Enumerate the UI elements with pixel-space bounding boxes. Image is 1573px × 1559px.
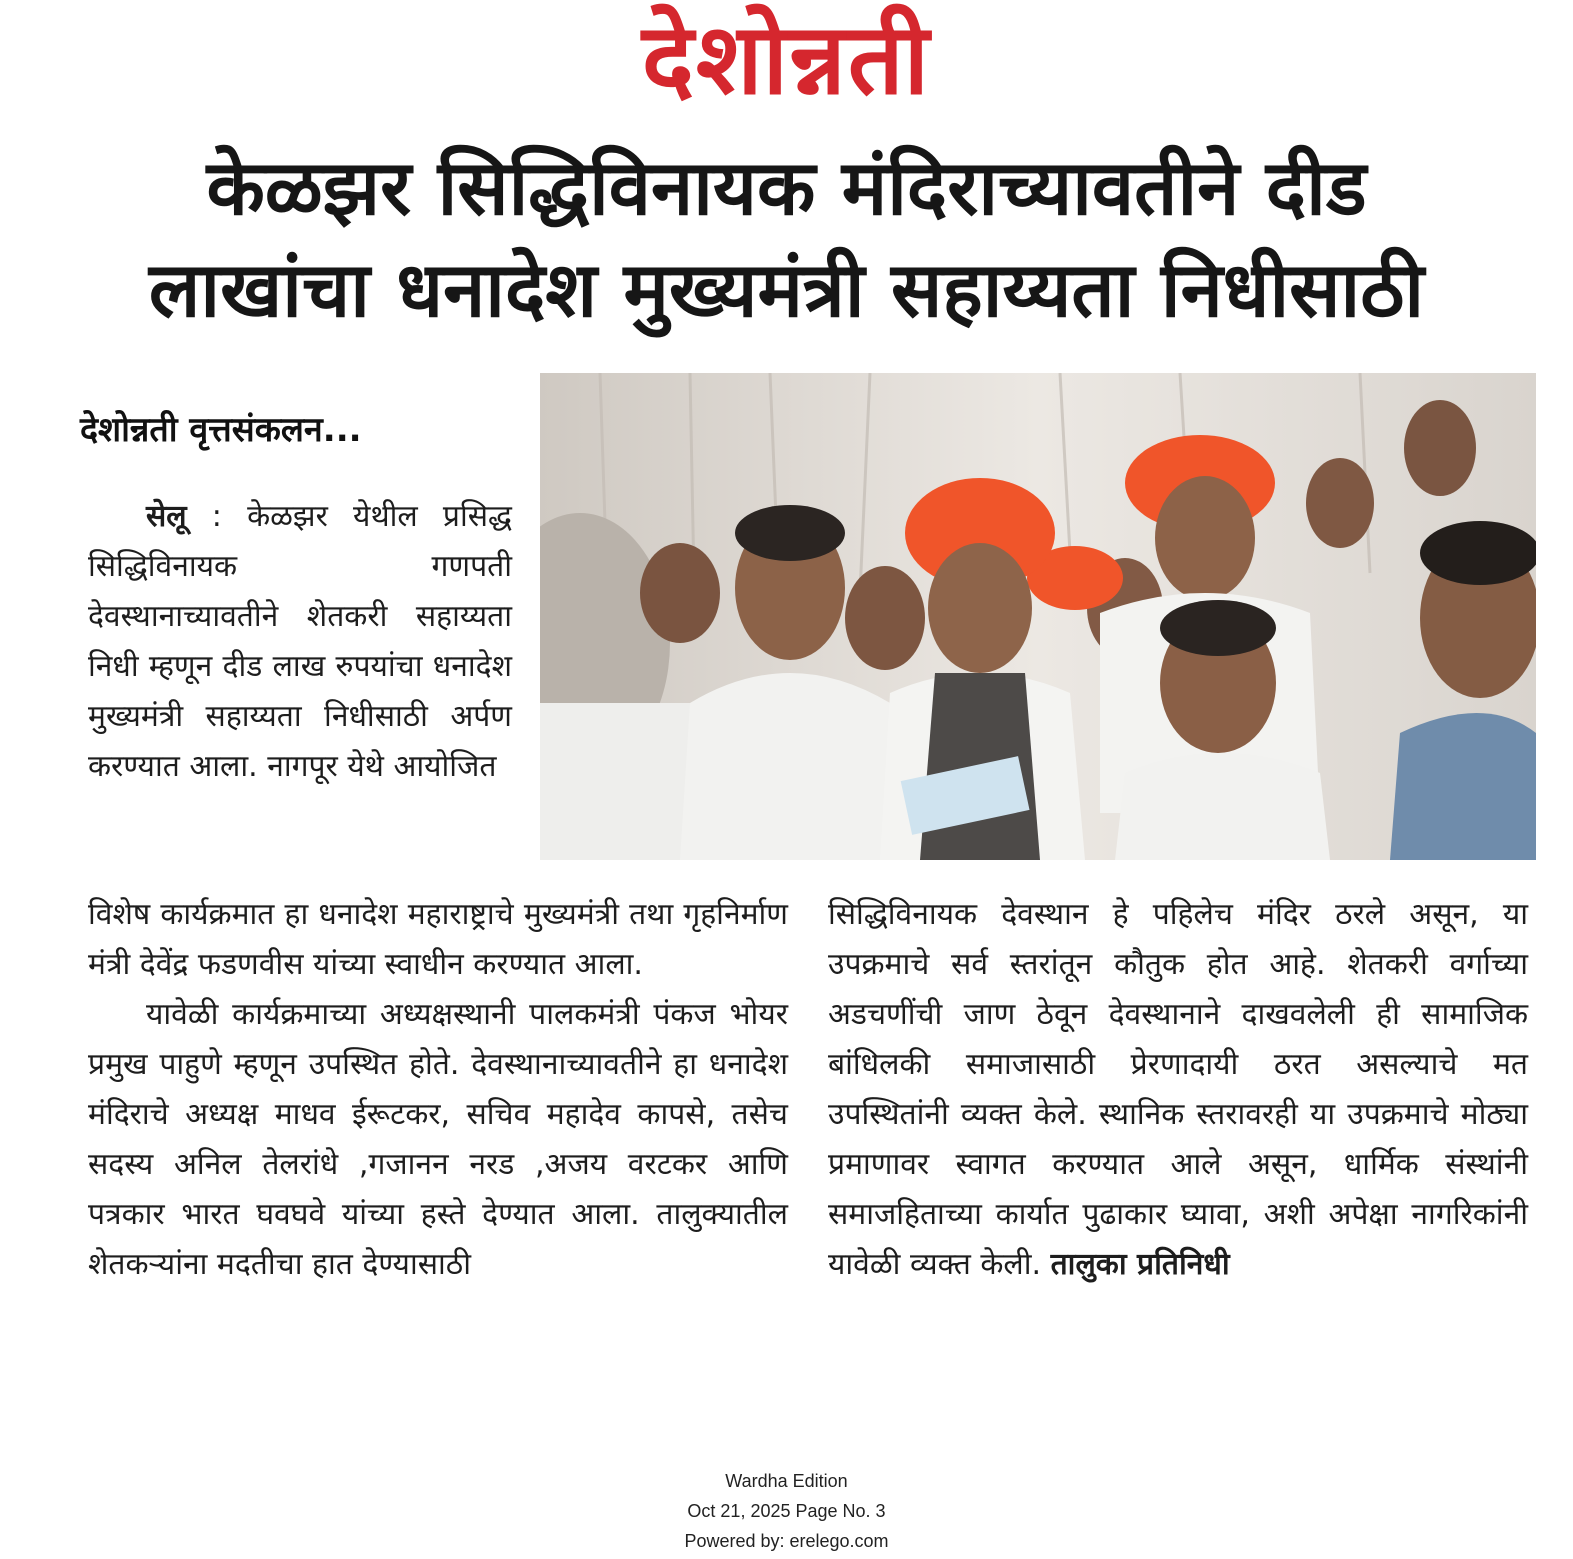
news-photo	[540, 373, 1536, 860]
byline: देशोन्नती वृत्तसंकलन...	[80, 410, 362, 450]
masthead-logo: देशोन्नती	[641, 3, 932, 117]
article-paragraph-2-continued: सिद्धिविनायक देवस्थान हे पहिलेच मंदिर ठरले असून, या उपक्रमाचे सर्व स्तरांतून कौतुक होत आहे. शेतकरी वर्गाच्या अडचणींची जाण ठेवून देवस्थानाने दाखवलेली ही सामाजिक बांधिलकी समाजासाठी प्रेरणादायी ठरत असल्याचे मत उपस्थितांनी व्यक्त केले. स्थानिक स्तरावरही या उपक्रमाचे मोठ्या प्रमाणावर स्वागत करण्यात आले असून, धार्मिक संस्थांनी समाजहिताच्या कार्यात पुढाकार घ्यावा, अशी अपेक्षा नागरिकांनी यावेळी व्यक्त केली.	[828, 897, 1528, 1282]
article-paragraph-2: यावेळी कार्यक्रमाच्या अध्यक्षस्थानी पालकमंत्री पंकज भोयर प्रमुख पाहुणे म्हणून उपस्थित होते. देवस्थानाच्यावतीने हा धनादेश मंदिराचे अध्यक्ष माधव ईरूटकर, सचिव महादेव कापसे, तसेच सदस्य अनिल तेलरांधे ,गजानन नरड ,अजय वरटकर आणि पत्रकार भारत घवघवे यांच्या हस्ते देण्यात आला. तालुक्यातील शेतकऱ्यांना मदतीचा हात देण्यासाठी	[88, 997, 788, 1282]
headline-line-2: लाखांचा धनादेश मुख्यमंत्री सहाय्यता निधीसाठी	[148, 245, 1425, 334]
footer-edition: Wardha Edition	[725, 1471, 848, 1491]
article-column-right	[828, 890, 1528, 1290]
article-column-top	[88, 492, 512, 792]
dateline-separator: :	[186, 499, 248, 534]
footer-powered-by: Powered by: erelego.com	[684, 1531, 889, 1551]
dateline-place: सेलू	[146, 499, 187, 534]
article-credit: तालुका प्रतिनिधी	[1050, 1247, 1230, 1282]
article-lead-continued: विशेष कार्यक्रमात हा धनादेश महाराष्ट्राचे मुख्यमंत्री तथा गृहनिर्माण मंत्री देवेंद्र फडणवीस यांच्या स्वाधीन करण्यात आला.	[88, 897, 788, 982]
headline-line-1: केळझर सिद्धिविनायक मंदिराच्यावतीने दीड	[206, 143, 1367, 232]
article-column-left	[88, 890, 788, 1290]
page-footer	[0, 1466, 1573, 1556]
article-lead: केळझर येथील प्रसिद्ध सिद्धिविनायक गणपती देवस्थानाच्यावतीने शेतकरी सहाय्यता निधी म्हणून दीड लाख रुपयांचा धनादेश मुख्यमंत्री सहाय्यता निधीसाठी अर्पण करण्यात आला. नागपूर येथे आयोजित	[88, 499, 512, 784]
footer-date-page: Oct 21, 2025 Page No. 3	[687, 1501, 886, 1521]
